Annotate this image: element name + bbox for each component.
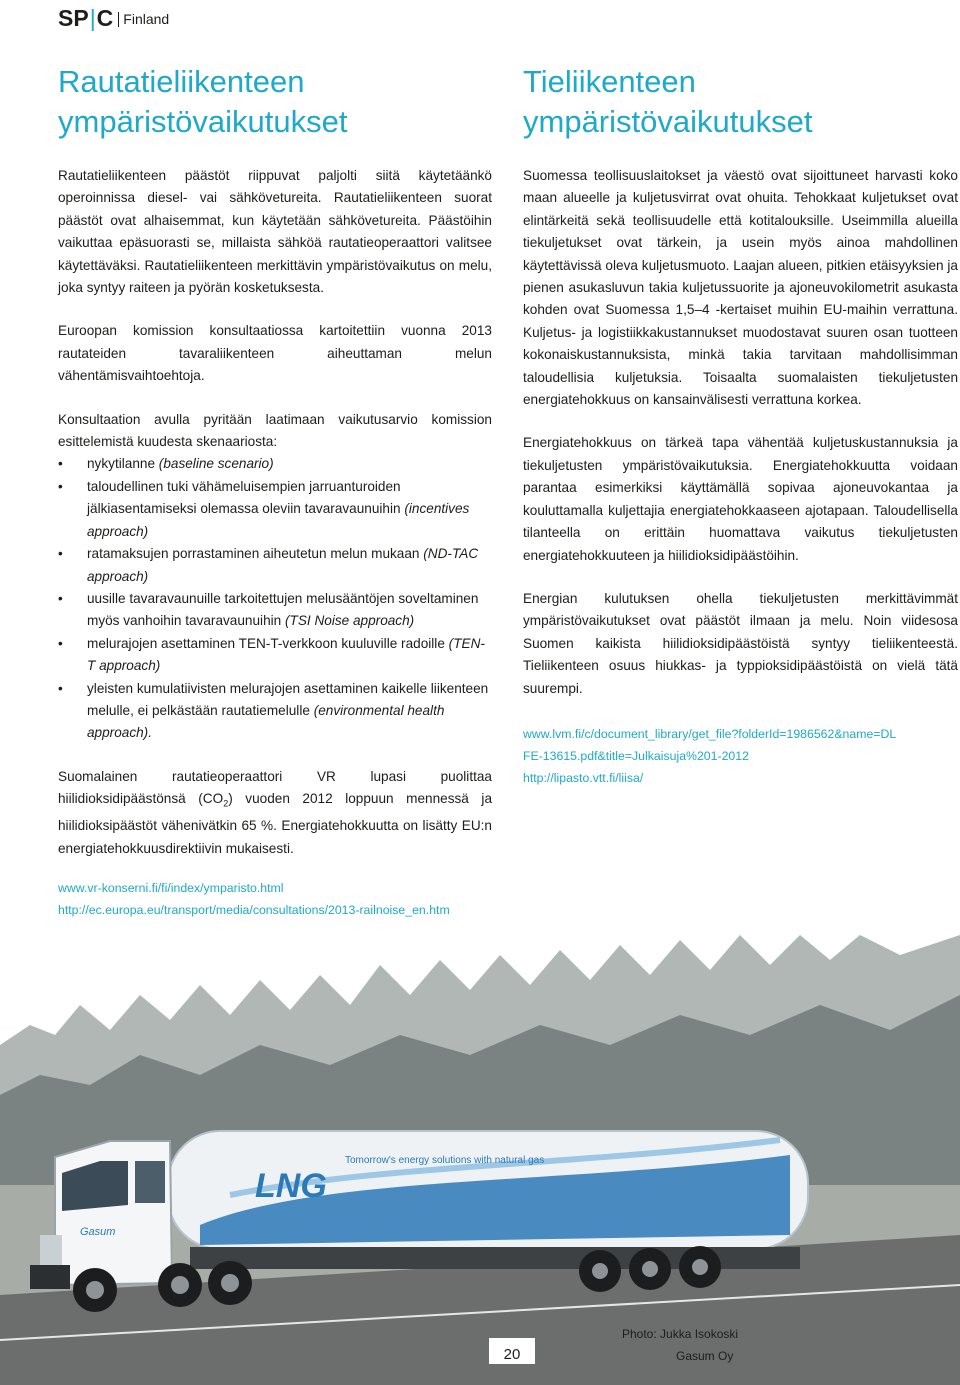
truck-illustration (0, 935, 960, 1385)
ec-link[interactable]: http://ec.europa.eu/transport/media/consultations/2013-railnoise_en.htm (58, 903, 450, 917)
logo-country: Finland (118, 12, 169, 27)
left-heading: Rautatieliikenteen ympäristövaikutukset (58, 64, 348, 139)
truck-logo-text: Gasum (80, 1226, 116, 1238)
left-paragraph-3: Konsultaation avulla pyritään laatimaan vaikutusarvio komission esittelemistä kuudesta skenaariosta: (58, 411, 492, 450)
scenario-item: • taloudellinen tuki vähämeluisempien jarruanturoiden jälkiasentamiseksi olemassa oleviin tavaravaunuihin (incentives approach) (58, 476, 492, 543)
truck-brand-text: LNG (255, 1167, 327, 1205)
scenario-item: • ratamaksujen porrastaminen aiheutetun melun mukaan (ND-TAC approach) (58, 543, 492, 588)
photo-credit: Photo: Jukka Isokoski (622, 1327, 739, 1341)
logo-mark: SP|C (58, 4, 114, 31)
right-heading: Tieliikenteen ympäristövaikutukset (523, 64, 813, 139)
scenario-item: • yleisten kumulatiivisten melurajojen asettaminen kaikelle liikenteen melulle, ei pelkästään rautatiemelulle (environmental health approach). (58, 678, 492, 745)
lvm-link-part-1[interactable]: www.lvm.fi/c/document_library/get_file?folderId=1986562&name=DL (523, 727, 897, 741)
left-paragraph-4: Suomalainen rautatieoperaattori VR lupasi puolittaa hiilidioksidipäästönsä $(CO_2)$ vuoden 2012 loppuun mennessä ja hiilidioksipäästöt vähenivätkin 65 %. Energiatehokkuutta on lisätty EU:n energiatehokkuusdirektiivin mukaisesti. (58, 768, 492, 856)
lvm-link-part-2[interactable]: FE-13615.pdf&title=Julkaisuja%201-2012 (523, 749, 749, 763)
lipasto-link[interactable]: http://lipasto.vtt.fi/liisa/ (523, 771, 644, 785)
right-paragraph-3: Energian kulutuksen ohella tiekuljetusten merkittävimmät ympäristövaikutukset ovat päästöt ilmaan ja melu. Noin viidesosa Suomen kaikista hiilidioksidipäästöistä syntyy tieliikenteestä. Tieliikenteen osuus hiukkas- ja typpioksidipäästöistä on vielä tätä suurempi. (523, 590, 958, 696)
photo-company: Gasum Oy (676, 1349, 734, 1363)
truck-slogan-text: Tomorrow's energy solutions with natural gas (345, 1155, 545, 1166)
vr-link[interactable]: www.vr-konserni.fi/fi/index/ymparisto.html (58, 881, 284, 895)
left-column (58, 165, 492, 881)
right-paragraph-1: Suomessa teollisuuslaitokset ja väestö ovat sijoittuneet harvasti koko maan alueelle ja kuljetusvirrat ovat ohuita. Tehokkaat kuljetukset ovat elintärkeitä sekä teollisuudelle että kotitalouksille. Useimmilla alueilla tiekuljetukset ovat tärkein, ja usein myös ainoa mahdollinen käytettävissä oleva kuljetusmuoto. Laajan alueen, pitkien etäisyyksien ja pienen asukasluvun takia kuljetussuorite ja ajoneuvokilometrit asukasta kohden ovat Suomessa 1,5–4 -kertaiset muihin EU-maihin verrattuna. Kuljetus- ja logistiikkakustannukset muodostavat suuren osan tuotteen kokonaiskustannuksista, minkä takia tarvitaan mahdollisimman taloudellisia kuljetuksia. Toisaalta suomalaisten tiekuljetusten energiatehokkuus on kansainvälisesti verrattuna korkea. (523, 168, 958, 408)
right-links (523, 723, 896, 789)
page-number: 20 (489, 1338, 535, 1364)
spc-finland-logo (58, 5, 169, 31)
scenario-list (58, 453, 492, 744)
left-paragraph-2: Euroopan komission konsultaatiossa kartoitettiin vuonna 2013 rautateiden tavaraliikenteen aiheuttaman melun vähentämisvaihtoehtoja. (58, 323, 492, 384)
scenario-item: • uusille tavaravaunuille tarkoitettujen melusääntöjen soveltaminen myös vanhoihin tavaravaunuihin (TSI Noise approach) (58, 588, 492, 633)
left-links (58, 877, 450, 921)
scenario-item: • nykytilanne (baseline scenario) (58, 453, 492, 475)
lng-truck-photo (0, 935, 960, 1385)
right-paragraph-2: Energiatehokkuus on tärkeä tapa vähentää kuljetuskustannuksia ja tiekuljetusten ympäristövaikutuksia. Energiatehokkuutta voidaan parantaa esimerkiksi käyttämällä sopivaa ajoneuvokantaa ja kouluttamalla kuljettajia energiatehokkaaseen ajotapaan. Taloudellisella tilanteella on erittäin huomattava vaikutus tiekuljetusten energiatehokkuuteen ja hiilidioksidipäästöihin. (523, 435, 958, 563)
left-paragraph-1: Rautatieliikenteen päästöt riippuvat paljolti siitä käytetäänkö operoinnissa diesel- vai sähkövetureita. Rautatieliikenteen suorat päästöt ovat alhaisemmat, kun käytetään sähkövetureita. Päästöihin vaikuttaa epäsuorasti se, millaista sähköä rautatieoperaattori valitsee käytettäväksi. Rautatieliikenteen merkittävin ympäristövaikutus on melu, joka syntyy raiteen ja pyörän kosketuksesta. (58, 168, 492, 296)
scenario-item: • melurajojen asettaminen TEN-T-verkkoon kuuluville radoille (TEN-T approach) (58, 633, 492, 678)
right-column (523, 165, 958, 721)
